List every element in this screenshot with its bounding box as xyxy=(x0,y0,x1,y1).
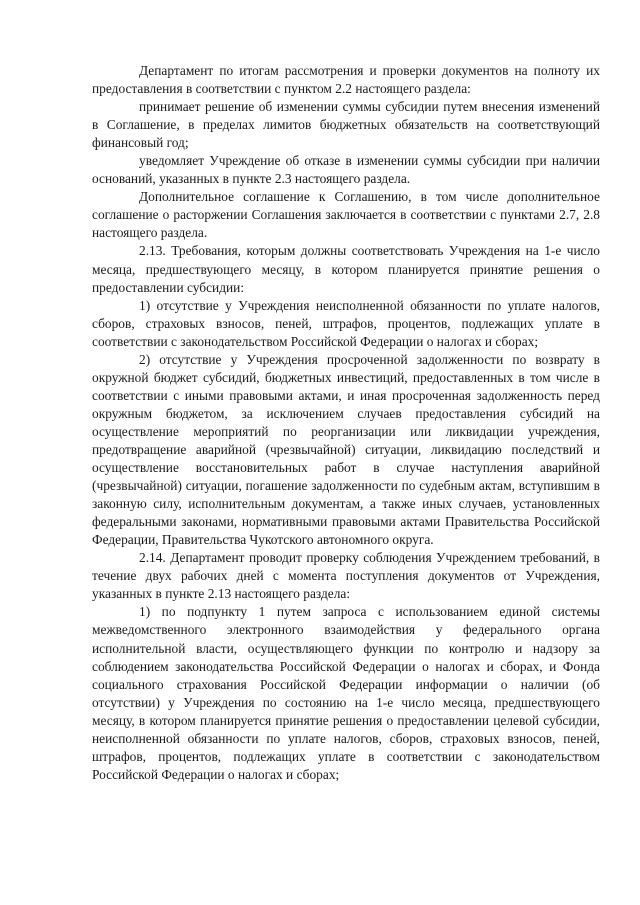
paragraph-decision-change: принимает решение об изменении суммы субсидии путем внесения изменений в Соглашение, в пределах лимитов бюджетных обязательств на соответствующий финансовый год; xyxy=(92,99,600,151)
paragraph-requirement-2: 2) отсутствие у Учреждения просроченной задолженности по возврату в окружной бюджет субсидий, бюджетных инвестиций, предоставленных в том числе в соответствии с иными правовыми актами, и иная просроченная задолженность перед окружным бюджетом, за исключением случаев предоставления субсидий на осуществление мероприятий по реорганизации или ликвидации учреждения, предотвращение аварийной (чрезвычайной) ситуации, ликвидацию последствий и осуществление восстановительных работ в случае наступления аварийной (чрезвычайной) ситуации, погашение задолженности по судебным актам, вступившим в законную силу, исполнительным документам, а также иных случаев, установленных федеральными законами, нормативными правовыми актами Правительства Российской Федерации, Правительства Чукотского автономного округа. xyxy=(92,351,600,548)
paragraph-2-13-requirements: 2.13. Требования, которым должны соответствовать Учреждения на 1-е число месяца, предшествующего месяцу, в котором планируется принятие решения о предоставлении субсидии: xyxy=(92,243,600,295)
paragraph-additional-agreement: Дополнительное соглашение к Соглашению, в том числе дополнительное соглашение о расторжении Соглашения заключается в соответствии с пунктами 2.7, 2.8 настоящего раздела. xyxy=(92,189,600,241)
paragraph-department-review: Департамент по итогам рассмотрения и проверки документов на полноту их предоставления в соответствии с пунктом 2.2 настоящего раздела: xyxy=(92,63,600,97)
paragraph-2-14-verification: 2.14. Департамент проводит проверку соблюдения Учреждением требований, в течение двух рабочих дней с момента поступления документов от Учреждения, указанных в пункте 2.13 настоящего раздела: xyxy=(92,550,600,602)
paragraph-verification-1: 1) по подпункту 1 путем запроса с использованием единой системы межведомственного электронного взаимодействия у федерального органа исполнительной власти, осуществляющего функции по контролю и надзору за соблюдением законодательства Российской Федерации о налогах и сборах, и Фонда социального страхования Российской Федерации информации о наличии (об отсутствии) у Учреждения по состоянию на 1-е число месяца, предшествующего месяцу, в котором планируется принятие решения о предоставлении целевой субсидии, неисполненной обязанности по уплате налогов, сборов, страховых взносов, пеней, штрафов, процентов, подлежащих уплате в соответствии с законодательством Российской Федерации о налогах и сборах; xyxy=(92,604,600,782)
paragraph-refusal-notice: уведомляет Учреждение об отказе в изменении суммы субсидии при наличии оснований, указанных в пункте 2.3 настоящего раздела. xyxy=(92,153,600,187)
paragraph-requirement-1: 1) отсутствие у Учреждения неисполненной обязанности по уплате налогов, сборов, страховых взносов, пеней, штрафов, процентов, подлежащих уплате в соответствии с законодательством Российской Федерации о налогах и сборах; xyxy=(92,297,600,349)
